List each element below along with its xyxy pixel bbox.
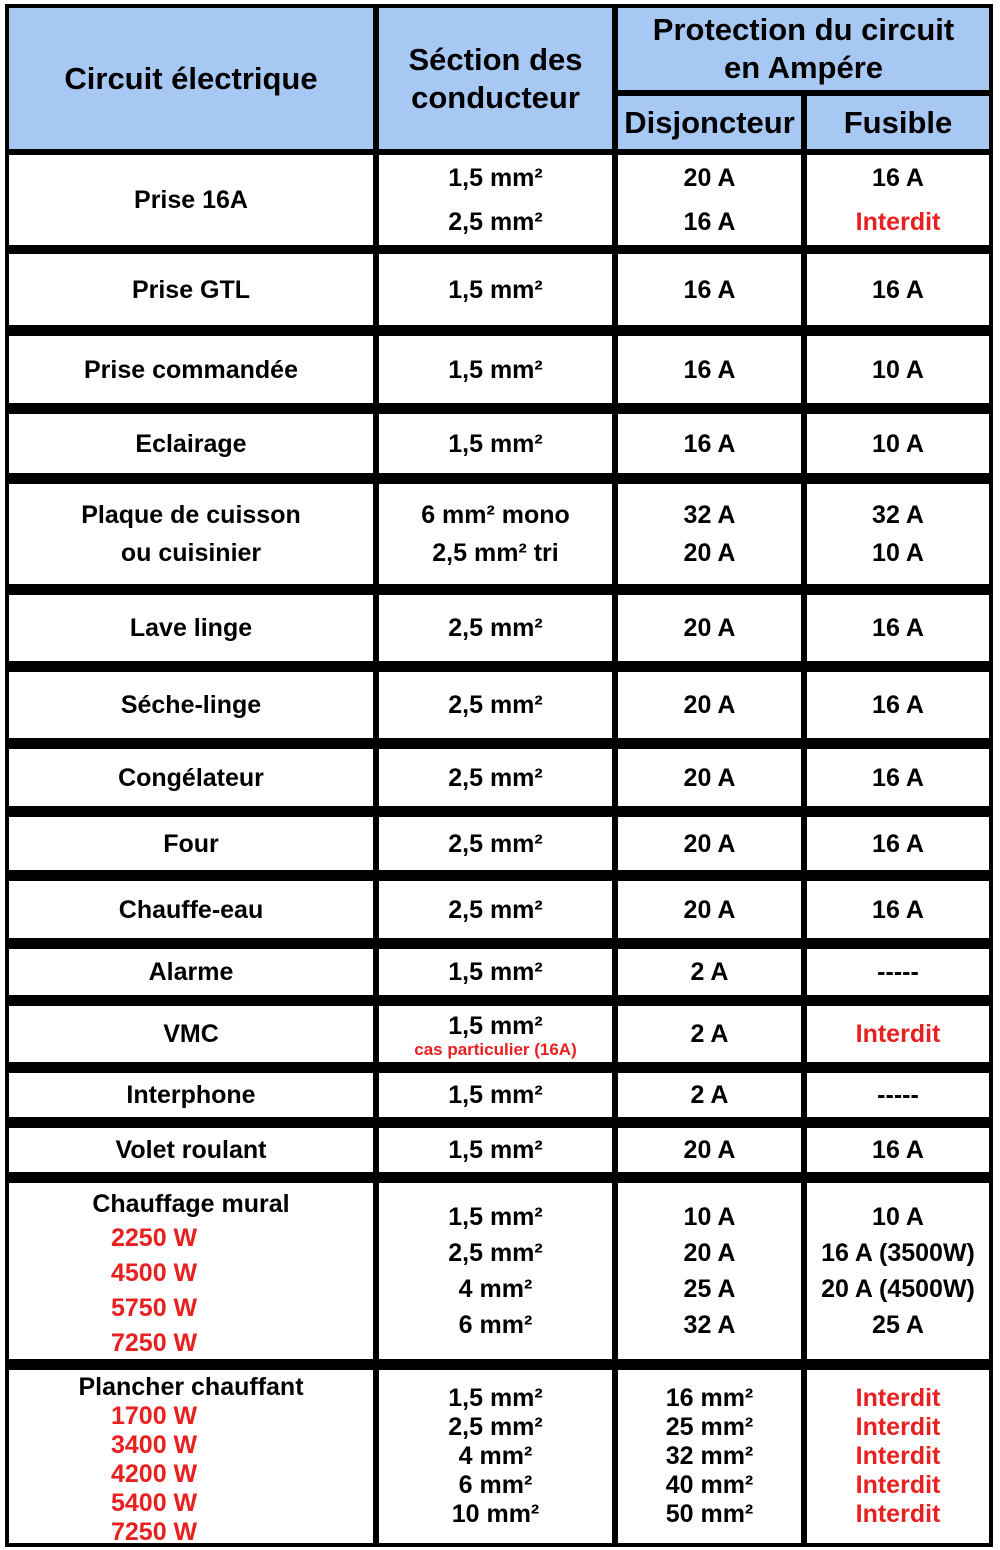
section-value: 1,5 mm² xyxy=(448,429,543,458)
circuit-value: Prise commandée xyxy=(84,355,298,384)
row-15-circuit-cell xyxy=(9,1183,373,1359)
section-value: 1,5 mm² xyxy=(448,355,543,384)
circuit-value: Prise 16A xyxy=(134,186,248,214)
section-value: 2,5 mm² xyxy=(448,691,543,719)
row-7-section-cell xyxy=(379,672,612,738)
row-3-disjoncteur-cell xyxy=(618,336,801,403)
row-15-section-cell xyxy=(379,1183,612,1359)
header-fusible xyxy=(807,96,989,149)
header-protection xyxy=(618,8,989,90)
fusible-value: Interdit xyxy=(855,1471,941,1499)
fusible-value: Interdit xyxy=(855,208,941,236)
row-11-section-cell xyxy=(379,949,612,995)
row-10-circuit-cell xyxy=(9,881,373,938)
disjoncteur-value: 20 A xyxy=(683,1239,736,1267)
circuit-value: VMC xyxy=(163,1020,219,1048)
disjoncteur-value: 16 A xyxy=(683,208,736,236)
power-rating: 2250 W xyxy=(111,1224,198,1252)
row-3-fusible-cell xyxy=(807,336,989,403)
row-3-circuit-cell xyxy=(9,336,373,403)
row-13-fusible-cell xyxy=(807,1073,989,1117)
circuit-value: Séche-linge xyxy=(120,691,262,719)
disjoncteur-value: 2 A xyxy=(690,1081,729,1109)
row-14-fusible-cell xyxy=(807,1128,989,1172)
row-12-fusible-cell xyxy=(807,1006,989,1062)
row-4-section-cell xyxy=(379,414,612,473)
disjoncteur-value: 2 A xyxy=(690,1020,729,1048)
row-2-disjoncteur-cell xyxy=(618,254,801,325)
section-value: 4 mm² xyxy=(458,1442,533,1470)
section-value: 6 mm² mono xyxy=(421,501,570,529)
header-protection-line-1: Protection du circuit xyxy=(652,12,955,47)
fusible-value: 20 A (4500W) xyxy=(821,1275,975,1303)
disjoncteur-value: 20 A xyxy=(683,164,736,192)
fusible-value: 16 A (3500W) xyxy=(821,1239,975,1267)
circuit-value: Volet roulant xyxy=(115,1136,267,1164)
circuit-value: Eclairage xyxy=(135,429,247,458)
fusible-value: 16 A xyxy=(872,895,924,924)
row-11-circuit-cell xyxy=(9,949,373,995)
circuit-value: Congélateur xyxy=(118,763,264,792)
row-1-fusible-cell xyxy=(807,155,989,245)
row-10-section-cell xyxy=(379,881,612,938)
section-value: 4 mm² xyxy=(458,1275,533,1303)
row-11-disjoncteur-cell xyxy=(618,949,801,995)
fusible-value: Interdit xyxy=(855,1500,941,1528)
row-9-fusible-cell xyxy=(807,817,989,870)
fusible-value: 16 A xyxy=(872,691,924,719)
row-4-circuit-cell xyxy=(9,414,373,473)
disjoncteur-value: 16 mm² xyxy=(665,1384,754,1412)
section-value: 2,5 mm² tri xyxy=(432,539,559,567)
fusible-value: ----- xyxy=(877,1081,919,1109)
row-16-circuit-cell xyxy=(9,1370,373,1543)
circuit-value: Four xyxy=(163,829,219,858)
disjoncteur-value: 25 mm² xyxy=(665,1413,754,1441)
electrical-circuit-table xyxy=(5,4,993,1547)
section-value: 1,5 mm² xyxy=(448,275,543,304)
row-16-section-cell xyxy=(379,1370,612,1543)
row-3-section-cell xyxy=(379,336,612,403)
section-value: 2,5 mm² xyxy=(448,208,543,236)
row-13-circuit-cell xyxy=(9,1073,373,1117)
header-section-line-1: Séction des xyxy=(408,41,583,77)
header-circuit-label: Circuit électrique xyxy=(64,60,318,96)
section-value: 1,5 mm² xyxy=(448,1136,543,1164)
row-15-fusible-cell xyxy=(807,1183,989,1359)
row-6-fusible-cell xyxy=(807,595,989,661)
row-4-disjoncteur-cell xyxy=(618,414,801,473)
disjoncteur-value: 20 A xyxy=(683,829,736,858)
circuit-value: ou cuisinier xyxy=(120,539,262,567)
disjoncteur-value: 25 A xyxy=(683,1275,736,1303)
row-7-circuit-cell xyxy=(9,672,373,738)
disjoncteur-value: 20 A xyxy=(683,539,736,567)
section-value: 1,5 mm² xyxy=(448,1081,543,1109)
section-value: 1,5 mm² xyxy=(448,1384,543,1412)
section-value: 1,5 mm² xyxy=(448,958,543,986)
section-value: 1,5 mm² xyxy=(448,164,543,192)
section-value: 2,5 mm² xyxy=(448,895,543,924)
row-4-fusible-cell xyxy=(807,414,989,473)
row-12-circuit-cell xyxy=(9,1006,373,1062)
row-14-circuit-cell xyxy=(9,1128,373,1172)
header-circuit xyxy=(9,8,373,149)
fusible-value: 16 A xyxy=(872,763,924,792)
circuit-value: Plancher chauffant xyxy=(78,1373,304,1401)
disjoncteur-value: 40 mm² xyxy=(665,1471,754,1499)
row-13-section-cell xyxy=(379,1073,612,1117)
row-8-section-cell xyxy=(379,749,612,806)
fusible-value: 25 A xyxy=(872,1311,924,1339)
header-protection-line-2: en Ampére xyxy=(723,50,884,85)
row-1-section-cell xyxy=(379,155,612,245)
fusible-value: 16 A xyxy=(872,614,924,642)
circuit-value: Chauffage mural xyxy=(92,1190,290,1218)
section-value: 6 mm² xyxy=(458,1471,533,1499)
power-rating: 3400 W xyxy=(111,1431,198,1459)
row-6-disjoncteur-cell xyxy=(618,595,801,661)
row-9-circuit-cell xyxy=(9,817,373,870)
row-1-circuit-cell xyxy=(9,155,373,245)
fusible-value: 32 A xyxy=(872,501,924,529)
disjoncteur-value: 16 A xyxy=(683,355,736,384)
section-value: 10 mm² xyxy=(451,1500,540,1528)
row-14-section-cell xyxy=(379,1128,612,1172)
header-disjoncteur-label: Disjoncteur xyxy=(624,104,795,140)
row-10-fusible-cell xyxy=(807,881,989,938)
fusible-value: 16 A xyxy=(872,829,924,858)
section-value: 2,5 mm² xyxy=(448,1413,543,1441)
fusible-value: Interdit xyxy=(855,1384,941,1412)
disjoncteur-value: 32 A xyxy=(683,1311,736,1339)
fusible-value: 16 A xyxy=(872,275,924,304)
section-value: 2,5 mm² xyxy=(448,1239,543,1267)
row-14-disjoncteur-cell xyxy=(618,1128,801,1172)
row-1-disjoncteur-cell xyxy=(618,155,801,245)
fusible-value: 10 A xyxy=(872,429,924,458)
row-6-circuit-cell xyxy=(9,595,373,661)
disjoncteur-value: 2 A xyxy=(690,958,729,986)
section-value: 2,5 mm² xyxy=(448,763,543,792)
row-8-disjoncteur-cell xyxy=(618,749,801,806)
disjoncteur-value: 50 mm² xyxy=(665,1500,754,1528)
circuit-value: Interphone xyxy=(126,1081,256,1109)
section-value: 1,5 mm² xyxy=(448,1203,543,1231)
power-rating: 5400 W xyxy=(111,1489,198,1517)
row-5-section-cell xyxy=(379,484,612,584)
row-12-disjoncteur-cell xyxy=(618,1006,801,1062)
fusible-value: ----- xyxy=(877,958,919,986)
section-value: 2,5 mm² xyxy=(448,614,543,642)
fusible-value: 10 A xyxy=(872,355,924,384)
row-2-section-cell xyxy=(379,254,612,325)
disjoncteur-value: 32 mm² xyxy=(665,1442,754,1470)
disjoncteur-value: 20 A xyxy=(683,1136,736,1164)
row-5-disjoncteur-cell xyxy=(618,484,801,584)
row-8-circuit-cell xyxy=(9,749,373,806)
row-5-circuit-cell xyxy=(9,484,373,584)
circuit-value: Lave linge xyxy=(129,614,253,642)
circuit-value: Plaque de cuisson xyxy=(81,501,301,529)
header-fusible-label: Fusible xyxy=(843,104,953,140)
power-rating: 1700 W xyxy=(111,1402,198,1430)
disjoncteur-value: 20 A xyxy=(683,895,736,924)
power-rating: 7250 W xyxy=(111,1518,198,1543)
disjoncteur-value: 20 A xyxy=(683,614,736,642)
row-11-fusible-cell xyxy=(807,949,989,995)
row-7-fusible-cell xyxy=(807,672,989,738)
power-rating: 4200 W xyxy=(111,1460,198,1488)
disjoncteur-value: 16 A xyxy=(683,275,736,304)
section-value: 2,5 mm² xyxy=(448,829,543,858)
row-7-disjoncteur-cell xyxy=(618,672,801,738)
fusible-value: Interdit xyxy=(855,1413,941,1441)
disjoncteur-value: 32 A xyxy=(683,501,736,529)
row-9-section-cell xyxy=(379,817,612,870)
fusible-value: 16 A xyxy=(872,164,924,192)
fusible-value: 16 A xyxy=(872,1136,924,1164)
row-15-disjoncteur-cell xyxy=(618,1183,801,1359)
row-16-fusible-cell xyxy=(807,1370,989,1543)
row-8-fusible-cell xyxy=(807,749,989,806)
row-6-section-cell xyxy=(379,595,612,661)
row-9-disjoncteur-cell xyxy=(618,817,801,870)
header-disjoncteur xyxy=(618,96,801,149)
row-10-disjoncteur-cell xyxy=(618,881,801,938)
section-value: 6 mm² xyxy=(458,1311,533,1339)
fusible-value: 10 A xyxy=(872,1203,924,1231)
disjoncteur-value: 20 A xyxy=(683,763,736,792)
fusible-value: Interdit xyxy=(855,1020,941,1048)
power-rating: 5750 W xyxy=(111,1294,198,1322)
header-section-line-2: conducteur xyxy=(411,79,580,115)
row-5-fusible-cell xyxy=(807,484,989,584)
circuit-value: Prise GTL xyxy=(131,275,251,304)
fusible-value: Interdit xyxy=(855,1442,941,1470)
row-2-fusible-cell xyxy=(807,254,989,325)
header-section xyxy=(379,8,612,149)
fusible-value: 10 A xyxy=(872,539,924,567)
disjoncteur-value: 10 A xyxy=(683,1203,736,1231)
disjoncteur-value: 20 A xyxy=(683,691,736,719)
section-note: cas particulier (16A) xyxy=(414,1039,577,1059)
row-13-disjoncteur-cell xyxy=(618,1073,801,1117)
circuit-value: Alarme xyxy=(148,958,234,986)
power-rating: 4500 W xyxy=(111,1259,198,1287)
power-rating: 7250 W xyxy=(111,1329,198,1357)
circuit-value: Chauffe-eau xyxy=(118,895,264,924)
row-16-disjoncteur-cell xyxy=(618,1370,801,1543)
disjoncteur-value: 16 A xyxy=(683,429,736,458)
section-value: 1,5 mm² xyxy=(448,1011,543,1040)
row-2-circuit-cell xyxy=(9,254,373,325)
row-12-section-cell xyxy=(379,1006,612,1062)
